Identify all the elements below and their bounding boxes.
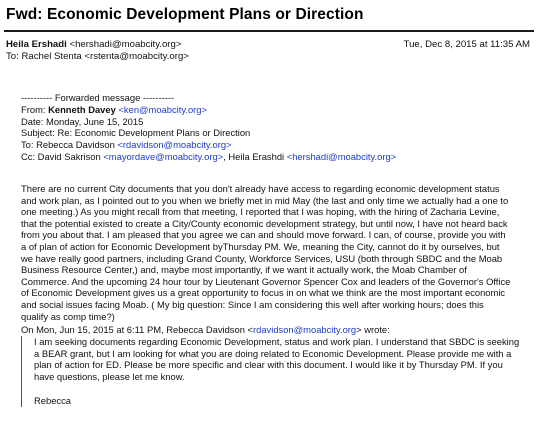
quote-intro-prefix: On Mon, Jun 15, 2015 at 6:11 PM, Rebecca Davidson < — [21, 324, 253, 335]
forwarded-subject: Subject: Re: Economic Development Plans or Direction — [21, 127, 251, 139]
sender-name: Heila Ershadi — [6, 39, 67, 50]
to-value: Rachel Stenta <rstenta@moabcity.org> — [21, 51, 189, 62]
forwarded-cc-email-1[interactable]: <mayordave@moabcity.org> — [103, 150, 224, 162]
forwarded-to-email[interactable]: <rdavidson@moabcity.org> — [117, 139, 232, 151]
email-subject: Fwd: Economic Development Plans or Direction — [6, 6, 364, 23]
to-label: To: — [6, 51, 19, 62]
forwarded-to — [21, 139, 511, 151]
forwarded-from-name: Kenneth Davey — [48, 103, 116, 115]
recipient-line — [6, 51, 189, 63]
forwarded-from-email[interactable]: <ken@moabcity.org> — [118, 103, 207, 115]
quote-intro — [21, 324, 521, 336]
forwarded-date: Date: Monday, June 15, 2015 — [21, 115, 144, 127]
forwarded-from-label: From: — [21, 103, 46, 115]
quote-intro-email[interactable]: rdavidson@moabcity.org — [253, 324, 357, 335]
quoted-signature: Rebecca — [34, 395, 72, 407]
forwarded-cc-label: Cc: David Sakrison — [21, 150, 101, 162]
forwarded-banner: ---------- Forwarded message ---------- — [21, 92, 175, 103]
forwarded-to-label: To: Rebecca Davidson — [21, 139, 115, 151]
quote-intro-suffix: > wrote: — [356, 324, 390, 335]
quoted-message — [21, 336, 522, 407]
sender-line — [6, 39, 181, 51]
email-date: Tue, Dec 8, 2015 at 11:35 AM — [403, 39, 530, 50]
message-body: There are no current City documents that you don't already have access to regarding economic development status and work plan, as I pointed out to you when we briefly met in mid May (the last and only time we actually had a one to one meeting.) As you might recall from that meeting, I reported that I was hoping, with the hiring of Zacharia Levine, that the potential existed to create a City/County economic development strategy, but until now, I have not heard back from you about that. I am pleased that you agree we can and should move forward. I can, of course, provide you with a of plan of action for Economic Development byThursday PM. We, meaning the City, cannot do it by ourselves, but we have really good partners, including Grand County, Workforce Services, USU (both through SBDC and the Moab Business Resource Center,) and, maybe most importantly, if we want it actually work, the Moab Chamber of Commerce. And the upcoming 24 hour tour by Lieutenant Governor Spencer Cox and leaders of the Governor's Office of Economic Development gives us a great opportunity to focus in on what we think are the most important economic and social issues facing Moab. ( My big question: Since I am considering this well after working hours; does this qualify as comp time?) — [21, 183, 511, 322]
forwarded-header — [21, 92, 511, 163]
sender-email: <hershadi@moabcity.org> — [69, 39, 182, 50]
forwarded-cc-separator: , Heila Erashdi — [223, 150, 285, 162]
forwarded-cc — [21, 151, 511, 163]
forwarded-from — [21, 104, 511, 116]
header-divider — [4, 30, 534, 32]
quoted-text: I am seeking documents regarding Economic Development, status and work plan. I understand that SBDC is seeking a BEAR grant, but I am looking for what you are doing related to Economic Development. Please provide me with a plan of action for ED. Please be more specific and clear with this document. I would like it by Thursday PM. If you have questions, please let me know. — [34, 336, 520, 382]
forwarded-cc-email-2[interactable]: <hershadi@moabcity.org> — [286, 150, 397, 162]
